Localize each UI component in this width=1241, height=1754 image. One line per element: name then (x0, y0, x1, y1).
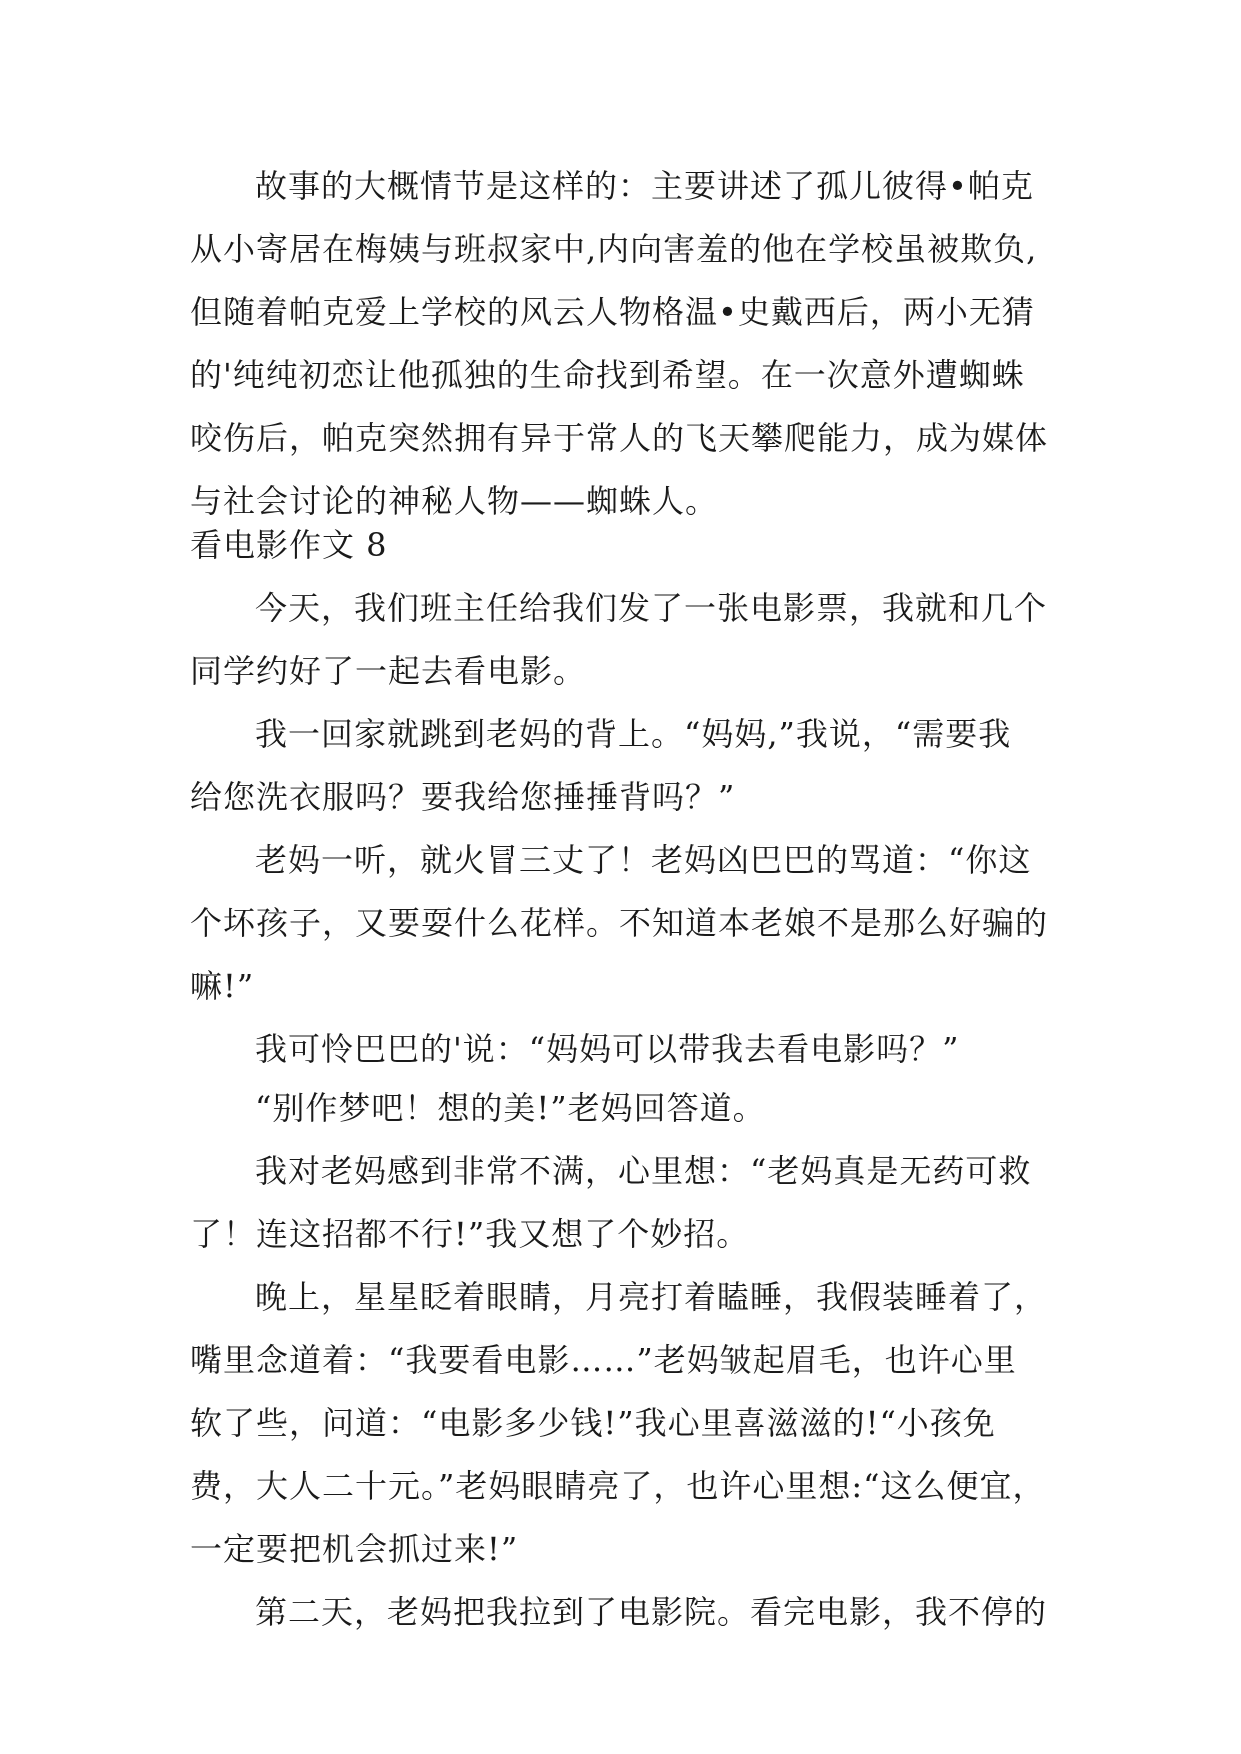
text-line: 但随着帕克爱上学校的风云人物格温•史戴西后，两小无猜 (190, 293, 1035, 331)
text-line: 今天，我们班主任给我们发了一张电影票，我就和几个 (255, 589, 1048, 627)
text-line: 软了些，问道：“电影多少钱!”我心里喜滋滋的!“小孩免 (190, 1404, 996, 1442)
text-line: 给您洗衣服吗？要我给您捶捶背吗？” (190, 778, 736, 816)
text-line: 了！连这招都不行!”我又想了个妙招。 (190, 1215, 750, 1253)
text-line: 嘴里念道着：“我要看电影……”老妈皱起眉毛，也许心里 (190, 1341, 1017, 1379)
text-line: “别作梦吧！想的美!”老妈回答道。 (255, 1089, 766, 1127)
text-line: 的'纯纯初恋让他孤独的生命找到希望。在一次意外遭蜘蛛 (190, 356, 1025, 394)
text-line: 从小寄居在梅姨与班叔家中,内向害羞的他在学校虽被欺负, (190, 230, 1038, 268)
text-line: 晚上，星星眨着眼睛，月亮打着瞌睡，我假装睡着了， (255, 1278, 1048, 1316)
text-line: 一定要把机会抓过来!” (190, 1530, 519, 1568)
text-line: 故事的大概情节是这样的：主要讲述了孤儿彼得•帕克 (255, 167, 1034, 205)
text-line: 个坏孩子，又要耍什么花样。不知道本老娘不是那么好骗的 (190, 904, 1049, 942)
section-heading: 看电影作文 8 (190, 526, 388, 564)
text-line: 同学约好了一起去看电影。 (190, 652, 587, 690)
text-line: 费，大人二十元。”老妈眼睛亮了，也许心里想:“这么便宜， (190, 1467, 1046, 1505)
text-line: 我可怜巴巴的'说：“妈妈可以带我去看电影吗？” (255, 1030, 960, 1068)
text-line: 第二天，老妈把我拉到了电影院。看完电影，我不停的 (255, 1593, 1048, 1631)
text-line: 与社会讨论的神秘人物——蜘蛛人。 (190, 482, 719, 520)
text-line: 老妈一听，就火冒三丈了！老妈凶巴巴的骂道：“你这 (255, 841, 1032, 879)
text-line: 咬伤后，帕克突然拥有异于常人的飞天攀爬能力，成为媒体 (190, 419, 1049, 457)
text-line: 嘛!” (190, 967, 255, 1005)
text-line: 我一回家就跳到老妈的背上。“妈妈,”我说，“需要我 (255, 715, 1012, 753)
text-line: 我对老妈感到非常不满，心里想：“老妈真是无药可救 (255, 1152, 1032, 1190)
